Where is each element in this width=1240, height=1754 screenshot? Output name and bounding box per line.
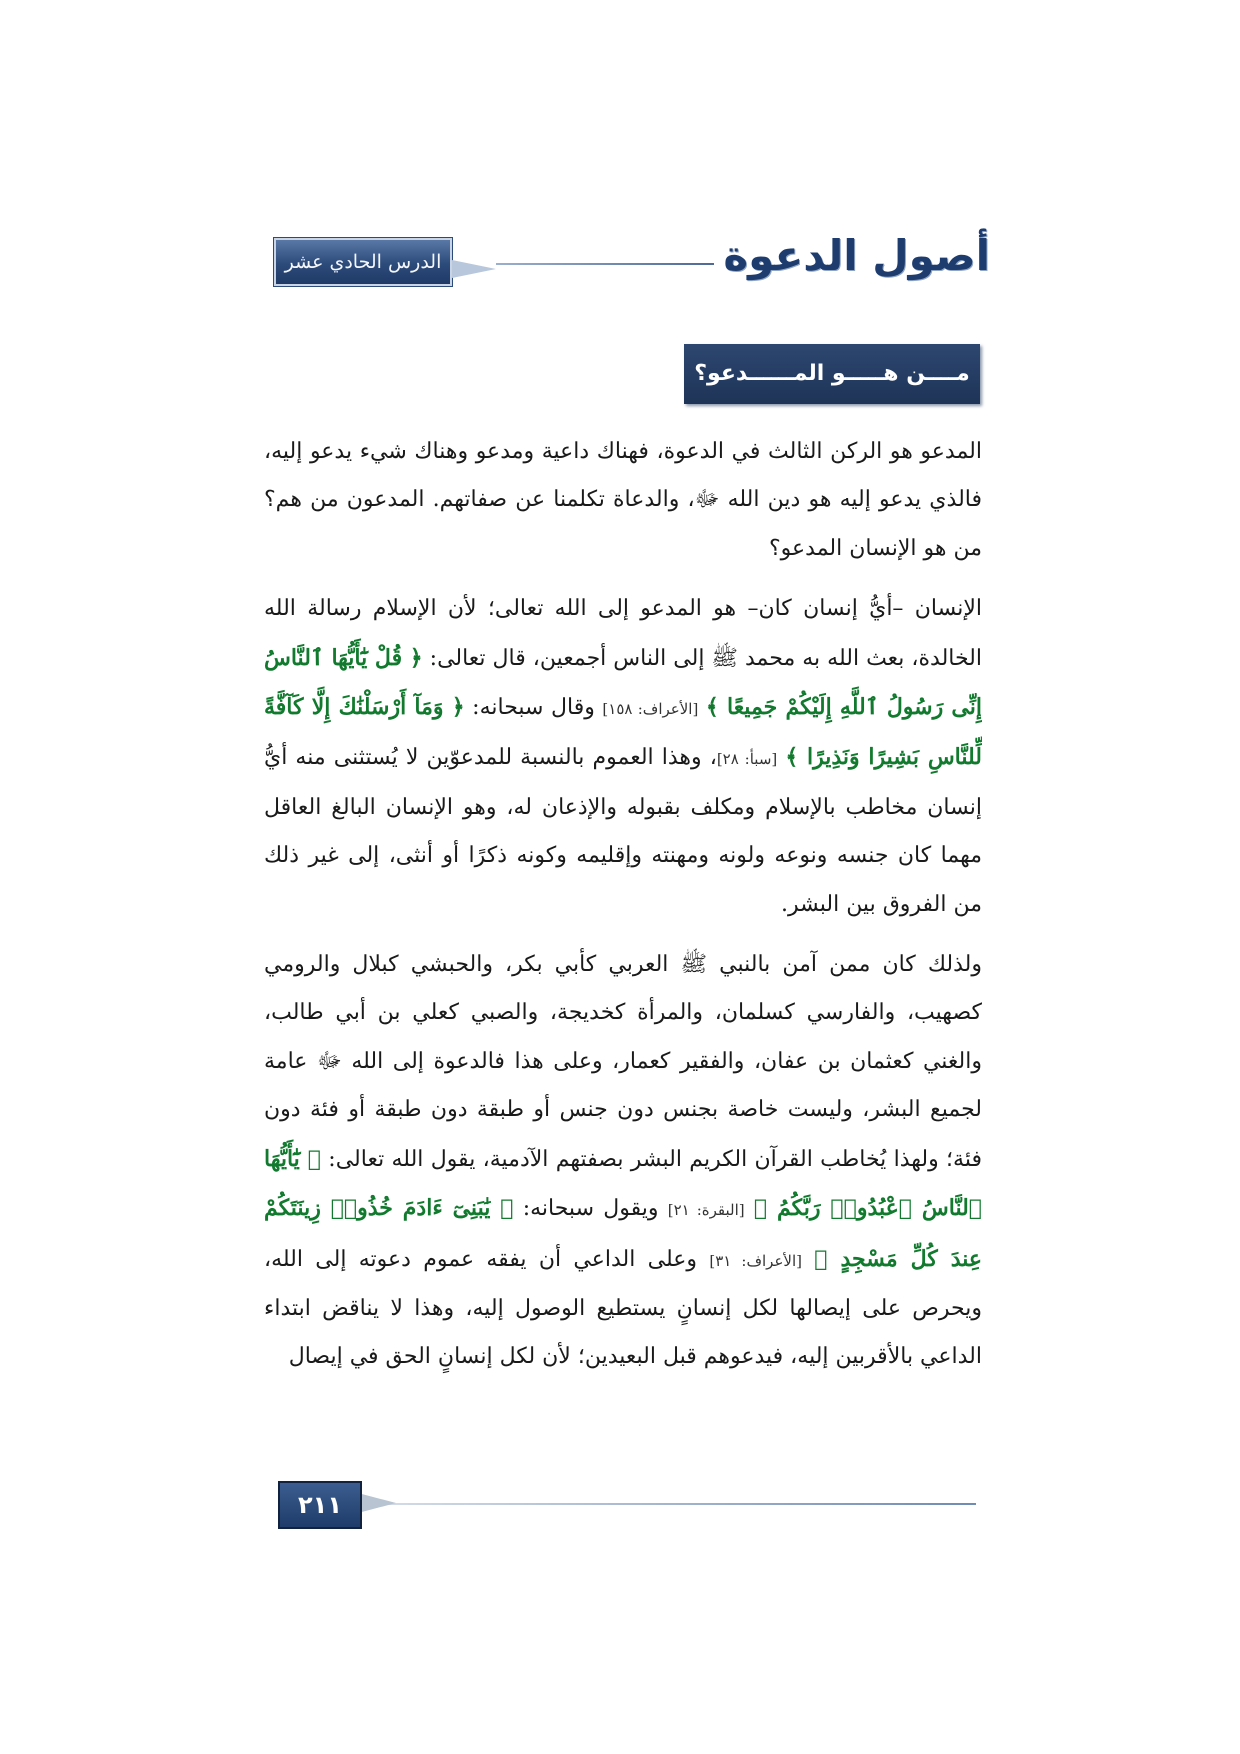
- header-rule: [496, 263, 714, 265]
- paragraph-text: وقال سبحانه:: [464, 695, 603, 721]
- verse-reference: [البقرة: ٢١]: [667, 1201, 745, 1220]
- paragraph-text: ويقول سبحانه:: [513, 1196, 668, 1222]
- quran-verse: ﴿ يَٰٓأَيُّهَا ٱلنَّاسُ ٱعْبُدُوا۟ رَبَّكُمُ ﴾: [264, 1145, 982, 1222]
- paragraph-3: [264, 941, 982, 1382]
- page-header: [270, 230, 990, 290]
- page-number: ٢١١: [298, 1491, 342, 1519]
- paragraph-text: ، وهذا العموم بالنسبة للمدعوّين لا يُستثنى منه أيُّ إنسان مخاطب بالإسلام ومكلف بقبوله والإذعان له، وهو الإنسان البالغ العاقل مهما كان جنسه ونوعه ولونه ومهنته وإقليمه وكونه ذكرًا أو أنثى، إلى غير ذلك من الفروق بين البشر.: [264, 745, 982, 917]
- badge-tail-decoration: [452, 260, 496, 278]
- section-title: مــــن هـــــو المــــــدعو؟: [694, 361, 970, 386]
- footer-wedge-decoration: [358, 1493, 396, 1513]
- paragraph-text: ولذلك كان ممن آمن بالنبي ﷺ العربي كأبي بكر، والحبشي كبلال والرومي كصهيب، والفارسي كسلمان، والمرأة كخديجة، والصبي كعلي بن أبي طالب، والغني كعثمان بن عفان، والفقير كعمار، وعلى هذا فالدعوة إلى الله ﷻ عامة لجميع البشر، وليست خاصة بجنس دون جنس أو طبقة دون طبقة أو فئة دون فئة؛ ولهذا يُخاطب القرآن الكريم البشر بصفتهم الآدمية، يقول الله تعالى:: [264, 952, 982, 1172]
- paragraph-text: الإنسان –أيُّ إنسان كان– هو المدعو إلى الله تعالى؛ لأن الإسلام رسالة الله الخالدة، بعث الله به محمد ﷺ إلى الناس أجمعين، قال تعالى:: [264, 596, 982, 671]
- lesson-badge: الدرس الحادي عشر: [274, 238, 452, 286]
- verse-reference: [الأعراف: ١٥٨]: [602, 700, 699, 719]
- quran-verse: ﴿ قُلْ يَٰٓأَيُّهَا ٱلنَّاسُ إِنِّى رَسُولُ ٱللَّهِ إِلَيْكُمْ جَمِيعًا ﴾: [264, 644, 982, 721]
- page-number-box: [278, 1481, 362, 1529]
- body-text: [264, 428, 982, 1448]
- section-heading-box: [684, 344, 980, 404]
- verse-reference: [سبأ: ٢٨]: [716, 750, 778, 769]
- paragraph-text: وعلى الداعي أن يفقه عموم دعوته إلى الله، ويحرص على إيصالها لكل إنسانٍ يستطيع الوصول إليه، وهذا لا يناقض ابتداء الداعي بالأقربين إليه، فيدعوهم قبل البعيدين؛ لأن لكل إنسانٍ الحق في إيصال: [264, 1246, 982, 1370]
- quran-verse: ﴿ وَمَآ أَرْسَلْنَٰكَ إِلَّا كَآفَّةً لِّلنَّاسِ بَشِيرًا وَنَذِيرًا ﴾: [264, 694, 982, 771]
- quran-verse: ﴿ يَٰبَنِىٓ ءَادَمَ خُذُوا۟ زِينَتَكُمْ عِندَ كُلِّ مَسْجِدٍ ﴾: [264, 1195, 982, 1272]
- book-title: أصول الدعوة: [723, 231, 990, 280]
- paragraph-2: [264, 585, 982, 929]
- verse-reference: [الأعراف: ٣١]: [709, 1251, 802, 1270]
- footer-rule: [360, 1503, 976, 1505]
- paragraph-1: المدعو هو الركن الثالث في الدعوة، فهناك داعية ومدعو وهناك شيء يدعو إليه، فالذي يدعو إليه هو دين الله ﷻ، والدعاة تكلمنا عن صفاتهم. المدعون من هم؟ من هو الإنسان المدعو؟: [264, 439, 982, 561]
